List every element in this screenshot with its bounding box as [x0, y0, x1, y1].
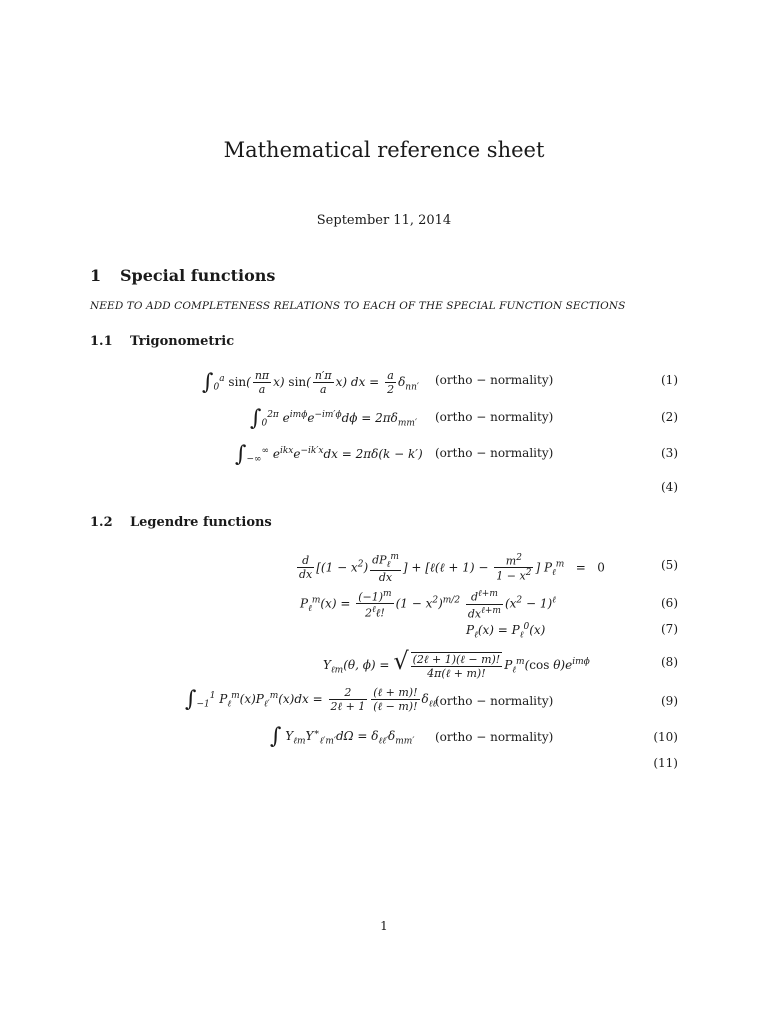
section-title: Special functions [120, 266, 276, 285]
equation-2 [90, 406, 678, 438]
equation-number: (8) [661, 655, 678, 669]
equation-number: (3) [661, 446, 678, 460]
equation-10 [90, 724, 678, 758]
equation-expression: $Y_{\ell m}(\theta$, ϕ) = √ $\frac{\text{(2ℓ + 1)(ℓ − m)!}}{\text{4π(ℓ + m)!}}$ $P_\ell^m(\cos$ $\theta)e^{im\phi}$ [323, 647, 590, 680]
todo-note: NEED TO ADD COMPLETENESS RELATIONS TO EACH OF THE SPECIAL FUNCTION SECTIONS [90, 300, 626, 312]
equation-9 [90, 686, 678, 722]
equation-expression: ∫ $Y_{\ell m}Y^∗_{\ell'm'}d\Omega = \delta_{\ell\ell'}\delta_{mm'}$ [270, 724, 415, 749]
subsection-number: 1.2 [90, 515, 113, 530]
equation-number: (5) [661, 558, 678, 572]
ortho-normality-label: (ortho − normality) [435, 446, 554, 460]
subsection-title: Legendre functions [130, 515, 272, 530]
ortho-normality-label: (ortho − normality) [435, 694, 554, 708]
equation-number: (1) [661, 373, 678, 387]
equation-3 [90, 442, 678, 474]
equation-expression: $\int_{-\infty}^\infty$ $e^{ikx}e^{-ik'x}dx = 2\pi\delta(k - k')$ [235, 442, 423, 467]
equation-expression: $\frac{d}{dx}$ [$(1 - x^2)$ $\frac{dP_\ell^m}{dx}$ ] + [ℓ(ℓ + 1) − $\frac{m^2}{1 - x^2}$ ] $P_\ell^m = 0$ [299, 552, 605, 584]
equation-expression: $\int_0^a$ sin( $\frac{n\pi}{a}$ x) sin( $\frac{n'\pi}{a}$ x) dx = $\frac{a}{2}$ $\delta_{nn'}$ [202, 369, 419, 396]
equation-1 [90, 369, 678, 401]
equation-number: (2) [661, 410, 678, 424]
document-title: Mathematical reference sheet [223, 138, 545, 162]
equation-11 [90, 756, 678, 784]
equation-expression: $P_\ell^m(x)$ = $\frac{(-1)^m}{2^\ell\ell!}$ $(1 - x^2)^{m/2}$ $\frac{d^{\ell+m}}{dx^{\ell+m}}$ $(x^2 - 1)^\ell$ [300, 588, 556, 621]
equation-number: (11) [653, 756, 678, 770]
ortho-normality-label: (ortho − normality) [435, 730, 554, 744]
page-number: 1 [380, 919, 388, 933]
subsection-heading-trig [90, 334, 234, 349]
equation-6 [90, 588, 678, 624]
equation-expression: $\int_0^{2\pi}$ $e^{im\phi}e^{-im'\phi}d\phi = 2\pi\delta_{mm'}$ [250, 406, 418, 431]
section-number: 1 [90, 266, 102, 285]
equation-number: (10) [653, 730, 678, 744]
equation-expression: $\int_{-1}^1$ $P_\ell^m(x)P_{\ell'}^m(x)dx$ = $\frac{2}{\text{2ℓ + 1}}$ $\frac{\text{(ℓ + m)!}}{\text{(ℓ − m)!}}$ $\delta_{\ell\ell'}$ [185, 686, 439, 713]
equation-number: (4) [661, 480, 678, 494]
equation-8 [90, 647, 678, 683]
equation-number: (7) [661, 622, 678, 636]
equation-expression: $P_\ell(x) = P_\ell^0(x)$ [466, 622, 546, 641]
equation-5 [90, 552, 678, 586]
document-date: September 11, 2014 [316, 213, 452, 228]
equation-4 [90, 480, 678, 508]
section-heading [90, 266, 275, 285]
subsection-title: Trigonometric [130, 334, 235, 349]
equation-7 [90, 622, 678, 650]
equation-number: (9) [661, 694, 678, 708]
subsection-number: 1.1 [90, 334, 113, 349]
subsection-heading-legendre [90, 515, 272, 530]
ortho-normality-label: (ortho − normality) [435, 410, 554, 424]
ortho-normality-label: (ortho − normality) [435, 373, 554, 387]
equation-number: (6) [661, 596, 678, 610]
